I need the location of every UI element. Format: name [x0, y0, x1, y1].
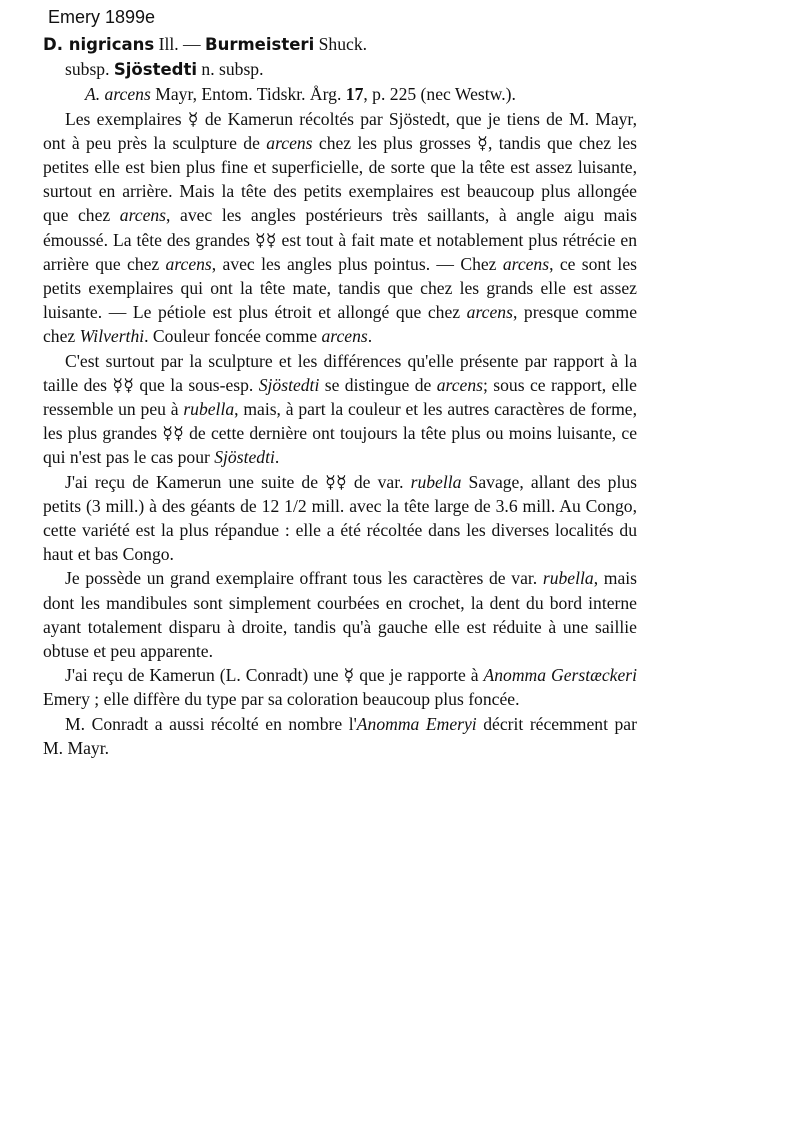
italic-run: arcens	[266, 132, 313, 153]
paragraph	[43, 107, 637, 349]
paragraph	[43, 566, 637, 663]
paragraph	[43, 470, 637, 567]
text-run: .	[274, 447, 280, 468]
text-run: décrit récemment par M. Mayr.	[43, 713, 637, 758]
italic-run: Sjöstedti	[214, 447, 275, 468]
text-run: Les exemplaires ☿ de Kamerun récoltés par Sjöstedt, que je tiens de M. Mayr, ont à peu près la sculpture de	[43, 108, 637, 153]
italic-run: Anomma Gerstæckeri	[483, 665, 637, 686]
paragraph	[43, 349, 637, 470]
italic-run: rubella	[542, 568, 594, 589]
text-run: , ce sont les petits exemplaires qui ont la tête mate, tandis que chez les grands elle est assez luisante. — Le pétiole est plus étroit et allongé que chez	[43, 253, 637, 323]
text-run: .	[367, 326, 373, 347]
italic-run: arcens	[119, 205, 167, 226]
italic-run: Anomma Emeryi	[356, 713, 477, 734]
paragraph	[43, 663, 637, 711]
synonym-name: A. arcens	[85, 84, 151, 105]
text-run: Emery ; elle diffère du type par sa coloration beaucoup plus foncée.	[43, 689, 520, 710]
text-run: ; sous ce rapport, elle ressemble un peu à	[43, 374, 637, 420]
taxon-author-2: Shuck.	[314, 34, 368, 54]
text-run: Savage, allant des plus petits (3 mill.) à des géants de 12 1/2 mill. avec la tête large de 3.6 mill. Au Congo, cette variété est la plus répandue : elle a été récoltée dans les diverses localités du haut et bas Congo.	[43, 471, 637, 565]
taxon-subspecies: Burmeisteri	[205, 35, 315, 54]
text-run: , mais dont les mandibules sont simplement courbées en crochet, la dent du bord interne ayant totalement disparu à droite, tandis qu'à gauche elle est réduite à une saillie obtuse et peu apparente.	[43, 568, 637, 662]
italic-run: arcens	[502, 253, 550, 274]
italic-run: arcens	[436, 374, 483, 395]
text-run: C'est surtout par la sculpture et les différences qu'elle présente par rapport à la taille des ☿☿ que la sous-esp.	[43, 350, 637, 395]
taxon-heading	[43, 32, 637, 57]
text-run: M. Conradt a aussi récolté en nombre l'	[65, 713, 357, 734]
text-run: se distingue de	[319, 374, 437, 395]
citation-volume: 17	[345, 84, 364, 105]
italic-run: arcens	[466, 302, 513, 323]
subsp-suffix: n. subsp.	[197, 59, 264, 80]
new-subspecies-name: Sjöstedti	[113, 60, 198, 80]
taxon-genus: D. nigricans	[43, 35, 155, 54]
text-run: J'ai reçu de Kamerun (L. Conradt) une ☿ que je rapporte à	[65, 665, 484, 686]
subsp-prefix: subsp.	[65, 59, 114, 80]
synonym-citation	[43, 82, 637, 106]
citation-text: Mayr, Entom. Tidskr. Årg.	[150, 84, 346, 105]
italic-run: arcens	[321, 326, 368, 347]
italic-run: arcens	[165, 253, 212, 274]
text-column	[43, 32, 637, 760]
italic-run: Sjöstedti	[258, 374, 320, 395]
italic-run: rubella	[410, 471, 462, 492]
text-run: , mais, à part la couleur et les autres caractères de forme, les plus grandes ☿☿ de cette dernière ont toujours la tête plus ou moins luisante, ce qui n'est pas le cas pour	[43, 399, 638, 468]
text-run: , avec les angles plus pointus. — Chez	[211, 253, 503, 274]
new-subspecies-line	[43, 57, 637, 82]
italic-run: rubella	[183, 399, 235, 420]
text-run: , avec les angles postérieurs très saillants, à angle aigu mais émoussé. La tête des grandes ☿☿ est tout à fait mate et notablement plus rétrécie en arrière que chez	[43, 205, 637, 274]
text-run: Je possède un grand exemplaire offrant tous les caractères de var.	[65, 568, 543, 589]
italic-run: Wilverthi	[79, 326, 145, 347]
citation-end: , p. 225 (nec Westw.).	[363, 84, 516, 105]
text-run: J'ai reçu de Kamerun une suite de ☿☿ de var.	[65, 471, 411, 492]
text-run: . Couleur foncée comme	[144, 326, 322, 347]
paragraph	[43, 712, 637, 760]
page-reference: Emery 1899e	[48, 7, 156, 27]
text-run: , presque comme chez	[43, 302, 637, 347]
text-run: chez les plus grosses ☿, tandis que chez les petites elle est bien plus fine et superficielle, de sorte que la tête est assez luisante, surtout en arrière. Mais la tête des petits exemplaires est beaucoup plus allongée que chez	[43, 132, 637, 226]
taxon-author: Ill. —	[154, 34, 206, 54]
